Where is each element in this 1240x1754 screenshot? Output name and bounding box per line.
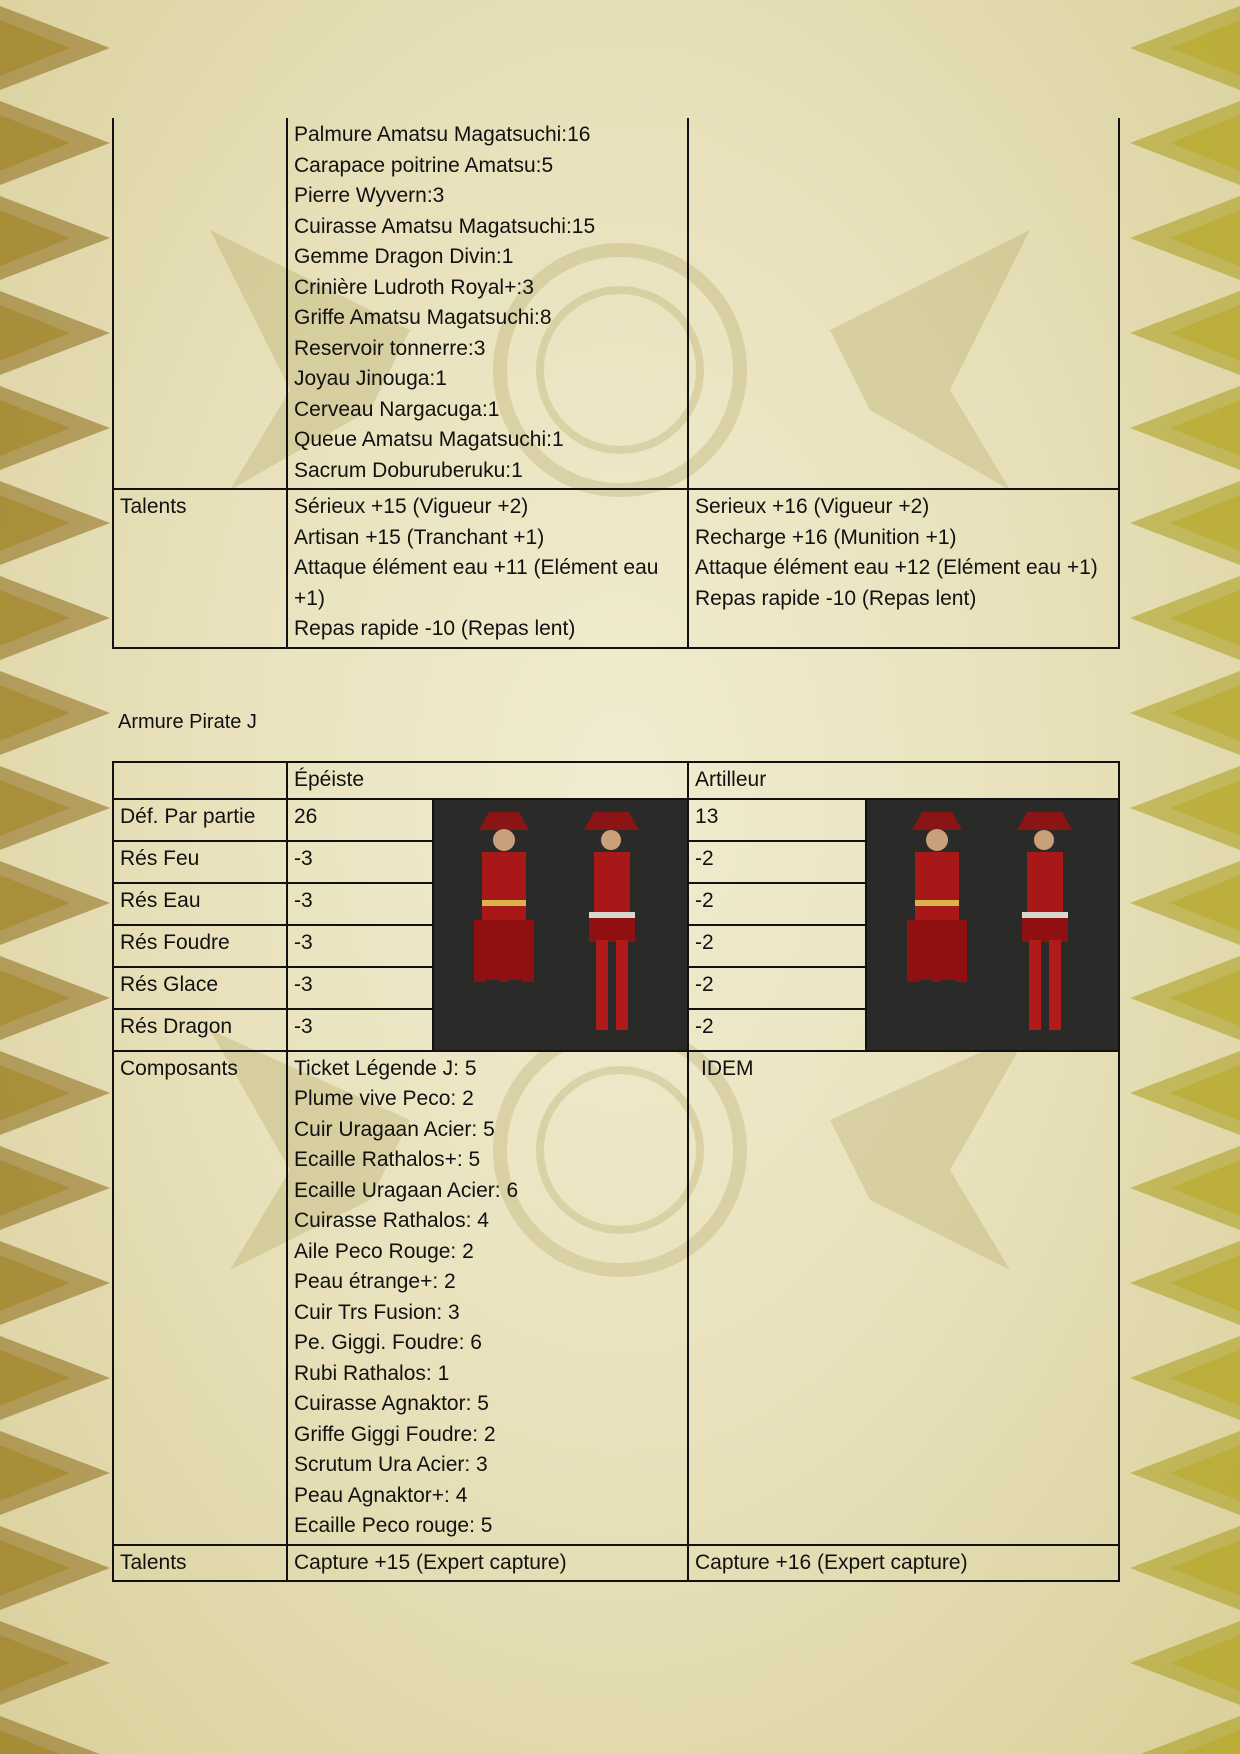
component-item: Rubi Rathalos: 1 [294,1361,450,1385]
talent-item: Attaque élément eau +12 (Elément eau +1) [695,556,1098,579]
component-item: Scrutum Ura Acier: 3 [294,1453,488,1476]
component-item: Carapace poitrine Amatsu:5 [294,153,554,177]
talents-artilleur: Capture +16 (Expert capture) [688,1545,1119,1582]
table-row [113,1051,1119,1545]
component-item: Cuir Uragaan Acier: 5 [294,1117,495,1141]
epeiste-value: -3 [287,925,433,967]
female-pirate-figure [1017,812,1072,1030]
components-label: Composants [113,1051,287,1545]
component-item: Griffe Amatsu Magatsuchi:8 [294,306,552,329]
row-label: Rés Glace [113,967,287,1009]
component-item: Griffe Giggi Foudre: 2 [294,1422,496,1446]
epeiste-value: 26 [287,799,433,841]
talents-artilleur-cell [688,489,1119,648]
artilleur-value: -2 [688,967,866,1009]
components-artilleur-cell [688,118,1119,489]
epeiste-armor-image [433,799,688,1051]
talent-item: Recharge +16 (Munition +1) [695,525,957,549]
components-artilleur-cell [688,1051,1119,1545]
document-content [112,118,1118,1582]
header-artilleur: Artilleur [688,762,1119,799]
components-list [294,120,681,486]
component-item: Crinière Ludroth Royal+:3 [294,275,534,299]
epeiste-value: -3 [287,967,433,1009]
previous-armor-table [112,118,1120,649]
row-label: Rés Foudre [113,925,287,967]
component-item: Pierre Wyvern:3 [294,184,445,207]
talents-list [695,492,1112,614]
row-label: Rés Feu [113,841,287,883]
talent-item: Repas rapide -10 (Repas lent) [294,617,576,640]
empty-label-cell [113,118,287,489]
components-epeiste-cell [287,1051,688,1545]
table-row [113,799,1119,841]
talents-epeiste: Capture +15 (Expert capture) [287,1545,688,1582]
talent-item: Serieux +16 (Vigueur +2) [695,495,930,518]
component-item: Queue Amatsu Magatsuchi:1 [294,428,564,451]
talent-item: Repas rapide -10 (Repas lent) [695,586,977,610]
male-pirate-figure [474,812,534,1030]
artilleur-armor-image [866,799,1119,1051]
component-item: Ecaille Peco rouge: 5 [294,1514,493,1537]
component-item: Joyau Jinouga:1 [294,367,447,390]
artilleur-value: -2 [688,841,866,883]
table-header-row [113,762,1119,799]
component-item: Sacrum Doburuberuku:1 [294,458,523,482]
pirate-armor-table [112,761,1120,1582]
component-item: Cuirasse Agnaktor: 5 [294,1392,489,1415]
component-item: Ecaille Uragaan Acier: 6 [294,1178,519,1202]
empty-header-cell [113,762,287,799]
talents-epeiste-cell [287,489,688,648]
epeiste-value: -3 [287,1009,433,1051]
epeiste-value: -3 [287,883,433,925]
artilleur-value: 13 [688,799,866,841]
component-item: Reservoir tonnerre:3 [294,336,486,360]
talents-label: Talents [113,1545,287,1582]
female-pirate-figure [584,812,639,1030]
talents-list [294,492,681,645]
talent-item: Artisan +15 (Tranchant +1) [294,525,545,549]
component-item: Ticket Légende J: 5 [294,1056,477,1080]
component-item: Cuirasse Amatsu Magatsuchi:15 [294,214,596,238]
section-title: Armure Pirate J [118,710,257,733]
artilleur-value: -2 [688,883,866,925]
components-artilleur-value: IDEM [701,1056,754,1080]
component-item: Gemme Dragon Divin:1 [294,245,514,268]
components-list [294,1054,681,1542]
component-item: Ecaille Rathalos+: 5 [294,1148,481,1171]
row-label: Rés Dragon [113,1009,287,1051]
artilleur-value: -2 [688,925,866,967]
left-decorative-border [0,0,130,1754]
talents-label: Talents [113,489,287,648]
epeiste-value: -3 [287,841,433,883]
artilleur-value: -2 [688,1009,866,1051]
component-item: Aile Peco Rouge: 2 [294,1239,474,1263]
component-item: Cuir Trs Fusion: 3 [294,1300,460,1324]
component-item: Peau Agnaktor+: 4 [294,1483,468,1507]
table-row [113,118,1119,489]
component-item: Palmure Amatsu Magatsuchi:16 [294,123,591,146]
component-item: Plume vive Peco: 2 [294,1087,474,1110]
row-label: Rés Eau [113,883,287,925]
component-item: Pe. Giggi. Foudre: 6 [294,1331,482,1354]
component-item: Peau étrange+: 2 [294,1270,456,1293]
row-label: Déf. Par partie [113,799,287,841]
table-row [113,489,1119,648]
talent-item: Sérieux +15 (Vigueur +2) [294,495,529,518]
right-decorative-border [1110,0,1240,1754]
male-pirate-figure [907,812,967,1030]
table-row [113,1545,1119,1582]
talent-item: Attaque élément eau +11 (Elément eau +1) [294,556,659,610]
components-epeiste-cell [287,118,688,489]
component-item: Cuirasse Rathalos: 4 [294,1209,489,1232]
component-item: Cerveau Nargacuga:1 [294,397,500,421]
header-epeiste: Épéiste [287,762,688,799]
